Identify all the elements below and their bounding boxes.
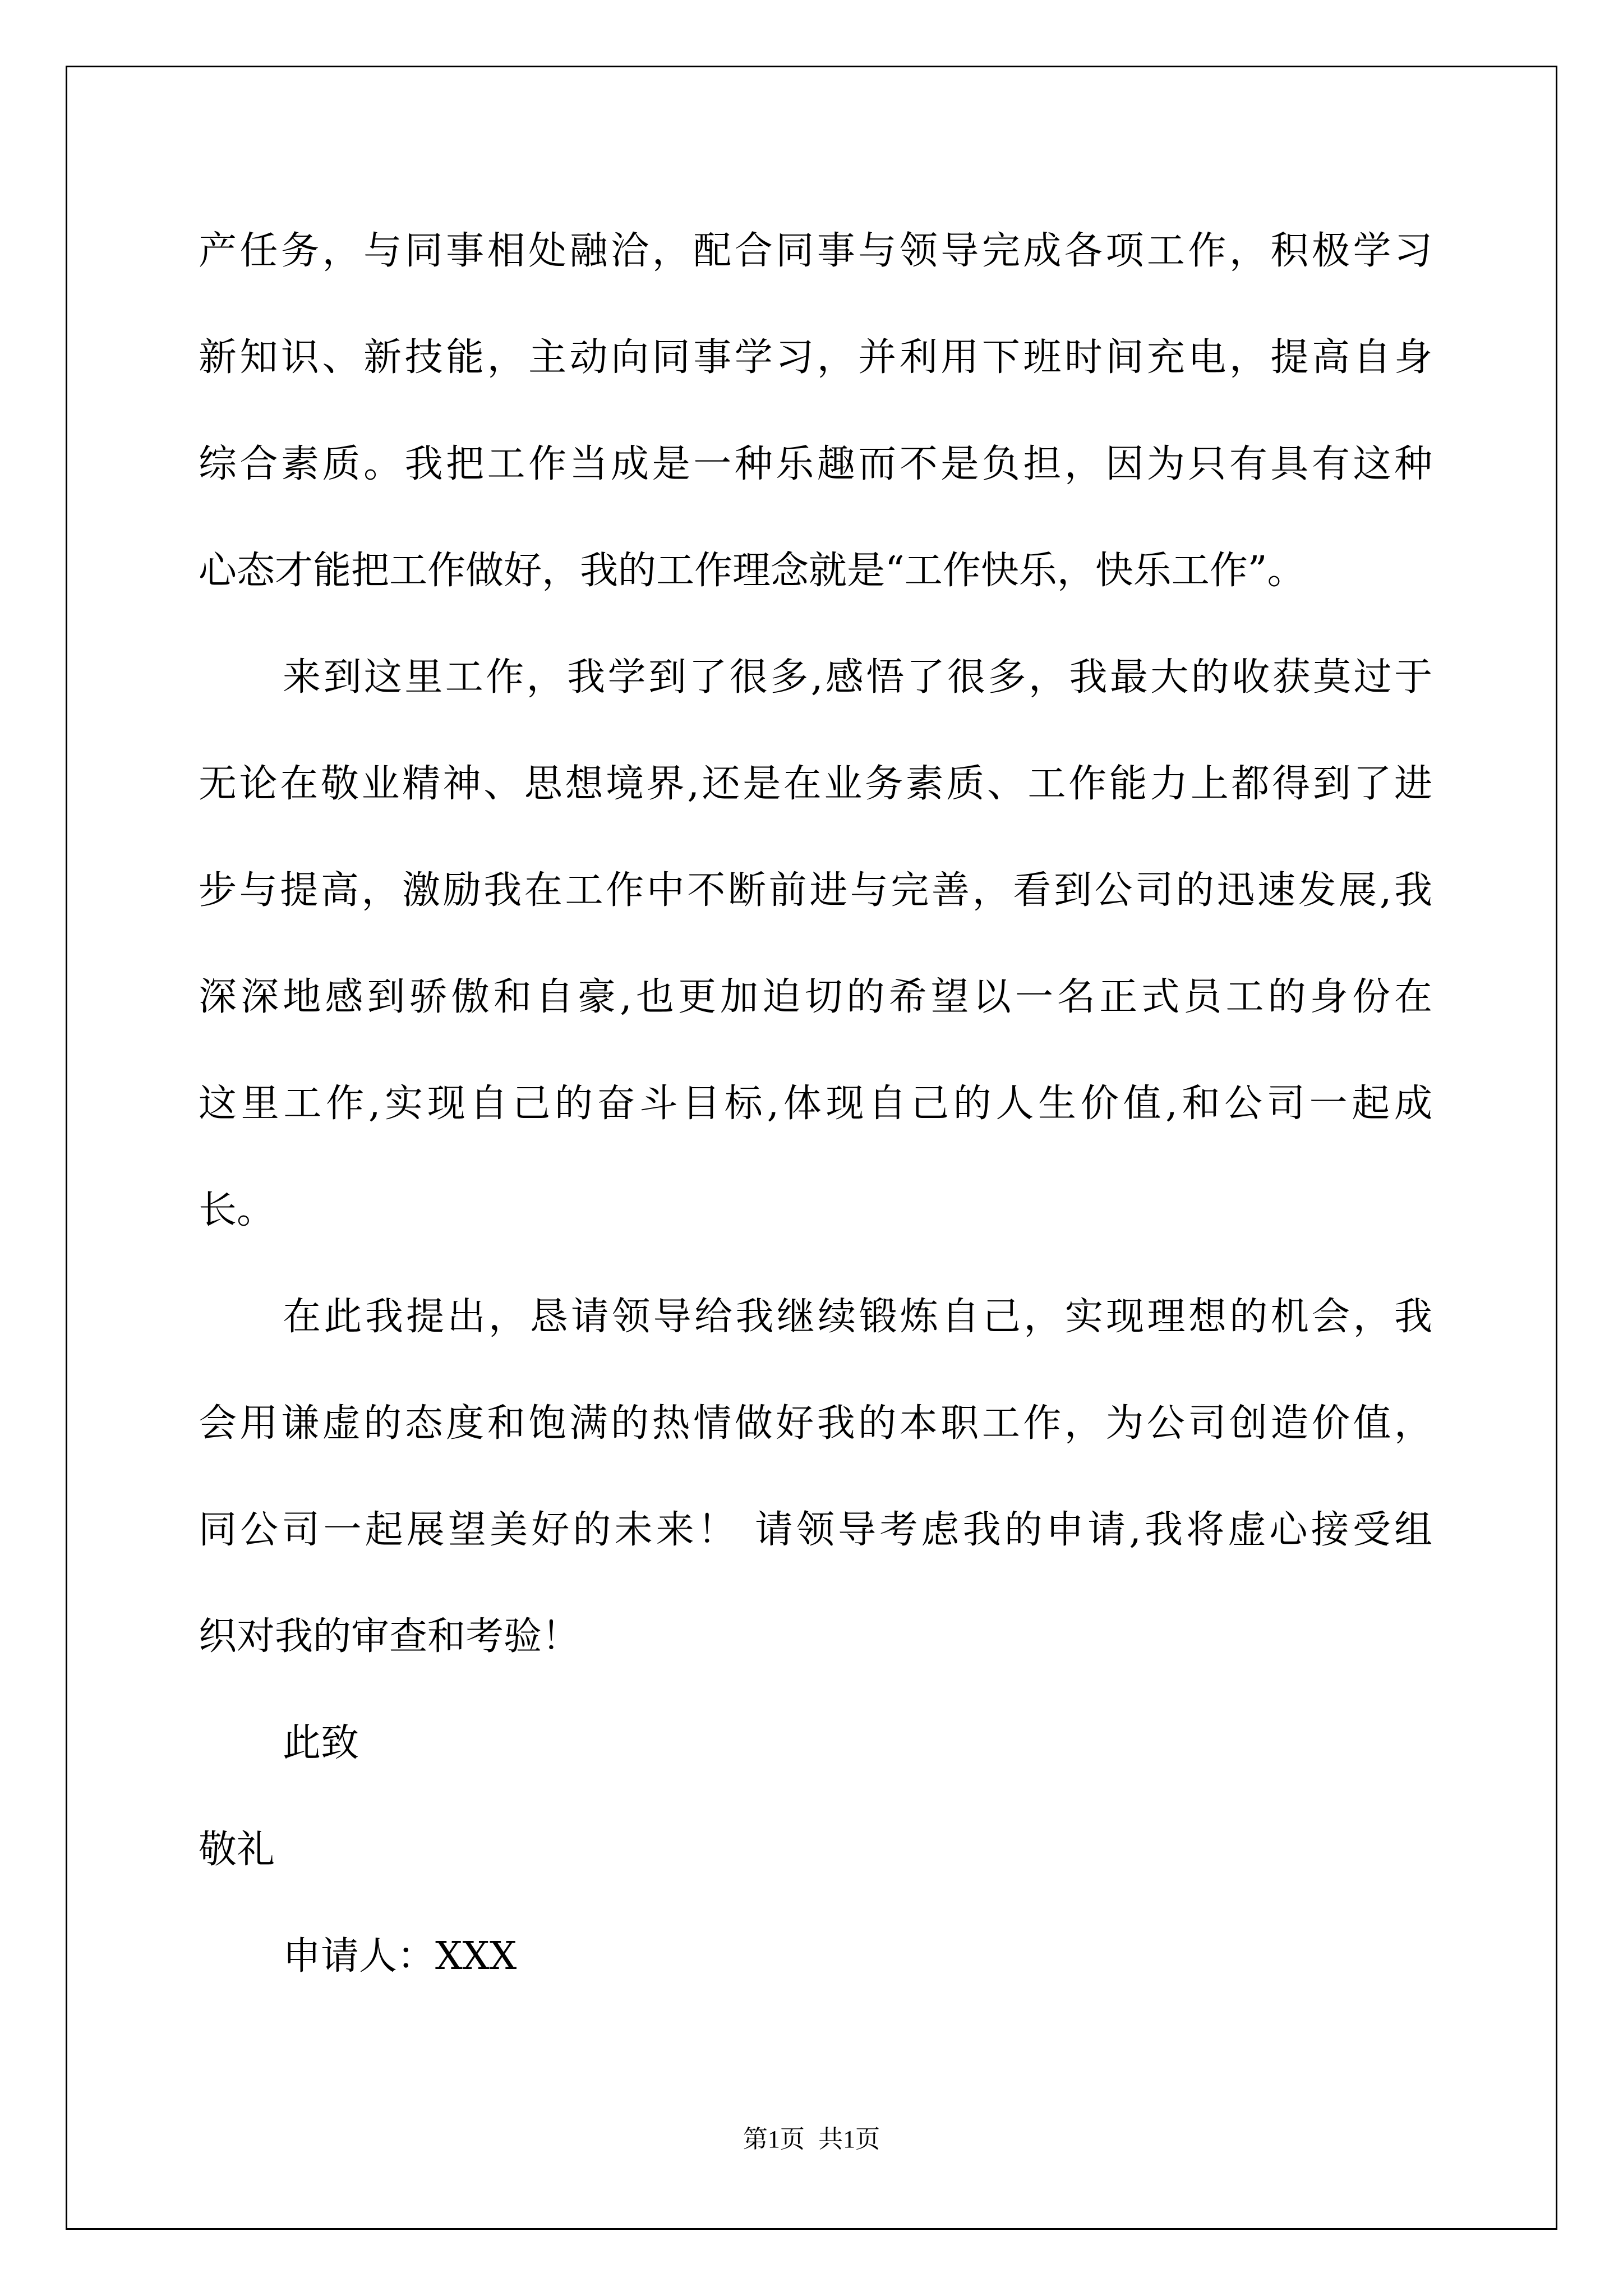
text-line: 产任务，与同事相处融洽，配合同事与领导完成各项工作，积极学习 [199, 229, 1432, 273]
text-line: 综合素质。我把工作当成是一种乐趣而不是负担，因为只有具有这种 [199, 442, 1432, 486]
text-line: 步与提高，激励我在工作中不断前进与完善，看到公司的迅速发展,我 [199, 868, 1432, 913]
text-line: 心态才能把工作做好，我的工作理念就是“工作快乐，快乐工作”。 [199, 549, 1306, 593]
paragraph-gains [199, 624, 1432, 1264]
text-line: 在此我提出，恳请领导给我继续锻炼自己，实现理想的机会，我 [283, 1295, 1432, 1339]
text-line: 同公司一起展望美好的未来！ 请领导考虑我的申请,我将虚心接受组 [199, 1508, 1432, 1552]
paragraph-work-attitude [199, 198, 1432, 624]
letter-body [199, 198, 1432, 2010]
text-line: 来到这里工作，我学到了很多,感悟了很多，我最大的收获莫过于 [283, 655, 1432, 700]
salutation: 敬礼 [199, 1828, 275, 1872]
paragraph-request [199, 1264, 1432, 1690]
text-line: 会用谦虚的态度和饱满的热情做好我的本职工作，为公司创造价值， [199, 1401, 1432, 1446]
text-line: 无论在敬业精神、思想境界,还是在业务素质、工作能力上都得到了进 [199, 762, 1432, 806]
closing-phrase: 此致 [283, 1721, 359, 1765]
page-number-footer: 第1页 共1页 [743, 2125, 880, 2153]
text-line: 新知识、新技能，主动向同事学习，并利用下班时间充电，提高自身 [199, 335, 1432, 380]
applicant-signature: 申请人：XXX [283, 1934, 517, 1978]
text-line: 长。 [199, 1188, 275, 1232]
text-line: 这里工作,实现自己的奋斗目标,体现自己的人生价值,和公司一起成 [199, 1082, 1432, 1126]
text-line: 深深地感到骄傲和自豪,也更加迫切的希望以一名正式员工的身份在 [199, 975, 1432, 1019]
text-line: 织对我的审查和考验！ [199, 1614, 580, 1659]
